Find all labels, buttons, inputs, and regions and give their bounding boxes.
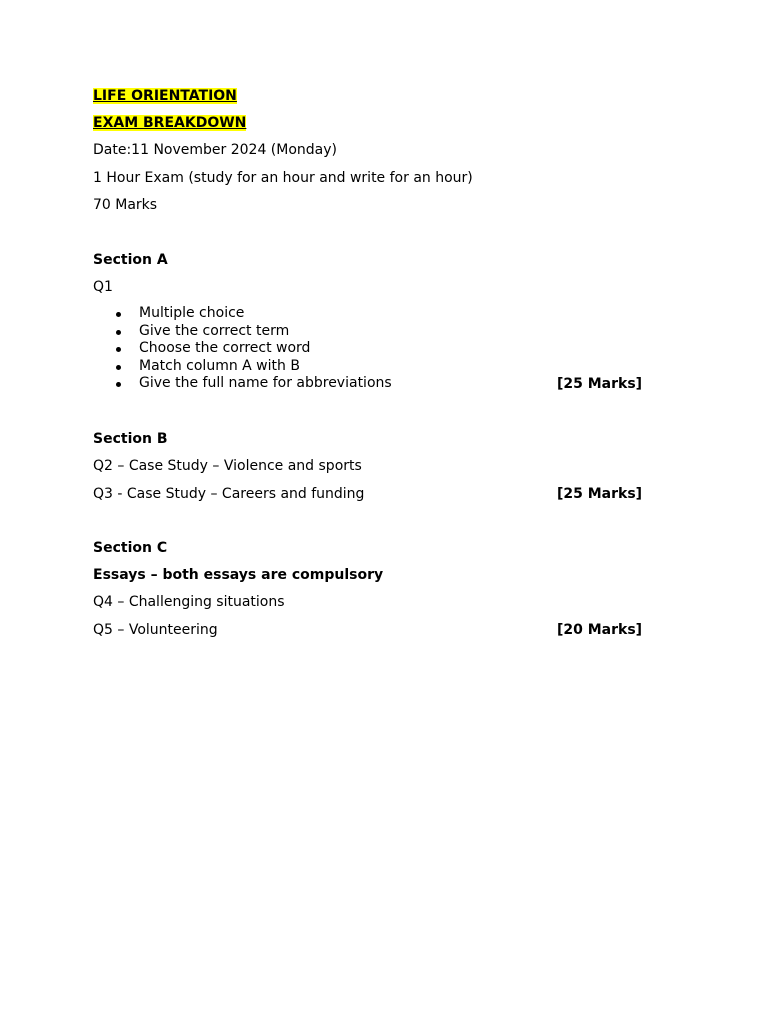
subtitle-text: EXAM BREAKDOWN <box>93 115 247 131</box>
bullet-icon <box>116 382 121 387</box>
document-page: LIFE ORIENTATION EXAM BREAKDOWN Date:11 November 2024 (Monday) 1 Hour Exam (study for an hour and write for an hour) 70 Marks Section A Q1 Multiple choice Give the correct term Choose the correct word Match column A with B Give the full name for abbreviations [25 Marks] Section B Q2 – Case Study – Violence and sports Q3 - Case Study – Careers and funding [25 Marks] Section C Essays – both essays are compulsory Q4 – Challenging situations Q5 – Volunteering [20 Marks] <box>93 88 643 638</box>
section-b-heading: Section B <box>93 431 168 447</box>
section-c-subheading: Essays – both essays are compulsory <box>93 567 384 583</box>
section-c-heading: Section C <box>93 540 168 556</box>
bullet-icon <box>116 347 121 352</box>
section-b-q3: Q3 - Case Study – Careers and funding <box>93 486 365 502</box>
bullet-icon <box>116 365 121 370</box>
section-b-q2: Q2 – Case Study – Violence and sports <box>93 458 362 474</box>
section-c-q5: Q5 – Volunteering <box>93 622 218 638</box>
title-text: LIFE ORIENTATION <box>93 88 237 104</box>
section-c-q4: Q4 – Challenging situations <box>93 594 285 610</box>
exam-duration: 1 Hour Exam (study for an hour and write for an hour) <box>93 170 473 186</box>
section-a-marks: [25 Marks] <box>557 376 643 392</box>
document-subtitle <box>93 114 246 132</box>
bullet-icon <box>116 312 121 317</box>
bullet-icon <box>116 330 121 335</box>
section-b-marks: [25 Marks] <box>557 486 643 502</box>
section-c-marks: [20 Marks] <box>557 622 643 638</box>
exam-total-marks: 70 Marks <box>93 197 158 213</box>
section-a-question: Q1 <box>93 279 113 295</box>
document-title <box>93 87 237 105</box>
section-a-heading: Section A <box>93 252 168 268</box>
exam-date: Date:11 November 2024 (Monday) <box>93 142 337 158</box>
